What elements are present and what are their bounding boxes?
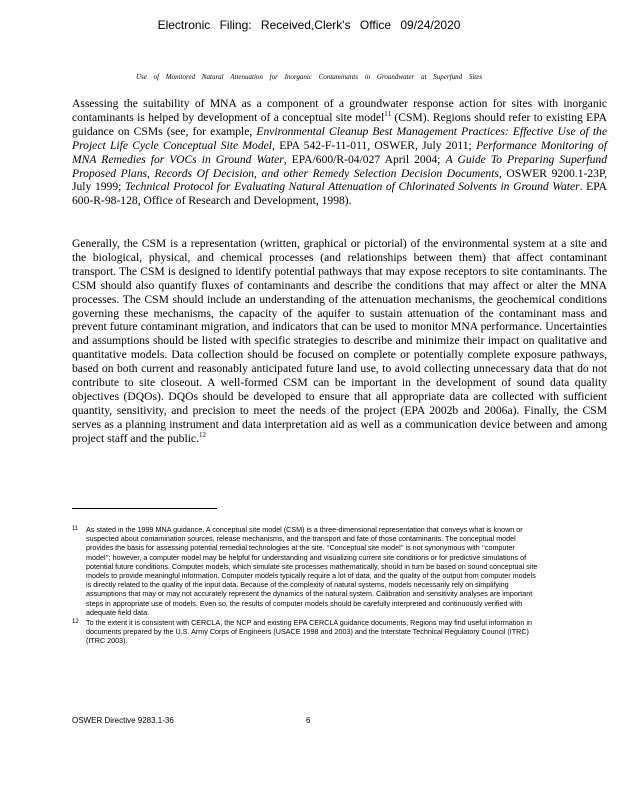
footnote-ref-12[interactable]: 12 <box>198 430 206 439</box>
text-run: Assessing the suitability of MNA as a component of a groundwater response action for sites with inorganic contaminants is helped by development of a conceptual site model <box>72 97 607 124</box>
citation-title: Technical Protocol for Evaluating Natural Attenuation of Chlorinated Solvents in Ground Water <box>124 180 580 194</box>
citation-title: A Guide To Preparing Superfund Proposed Plans, Records Of Decision, and other Remedy Selection Decision Documents <box>72 152 608 180</box>
text-run: , EPA 542-F-11-011, OSWER, July 2011; <box>272 138 477 152</box>
directive-number: OSWER Directive 9283.1-36 <box>72 716 174 725</box>
filing-stamp: Electronic Filing: Received,Clerk's Office 09/24/2020 <box>157 18 461 32</box>
footnote-11 <box>72 525 540 617</box>
citation-title: Performance Monitoring of MNA Remedies for VOCs in Ground Water <box>72 138 607 166</box>
citation-title: Environmental Cleanup Best Management Practices: Effective Use of the Project Life Cycle Conceptual Site Model <box>72 124 607 152</box>
text-run: , OSWER 9200.1-23P, July 1999; <box>72 166 607 194</box>
paragraph-csm-description <box>72 237 607 446</box>
text-run: (CSM). Regions should refer to existing EPA guidance on CSMs (see, for example, <box>72 110 607 138</box>
footnote-ref-11[interactable]: 11 <box>384 110 392 119</box>
footnote-number: 11 <box>72 526 79 532</box>
paragraph-csm-guidance <box>72 97 607 208</box>
page-number: 6 <box>306 716 311 725</box>
text-run: , EPA/600/R-04/027 April 2004; <box>283 152 446 166</box>
running-head: Use of Monitored Natural Attenuation for Inorganic Contaminants in Groundwater at Superfund Sites <box>135 73 483 81</box>
text-run: . EPA 600-R-98-128, Office of Research and Development, 1998). <box>72 180 607 208</box>
footnote-text: To the extent it is consistent with CERCLA, the NCP and existing EPA CERCLA guidance documents, Regions may find useful information in documents prepared by the U.S. Army Corps of Engineers (USACE 1998 and 2003) and the Interstate Technical Regulatory Council (ITRC) (ITRC 2003). <box>86 618 532 646</box>
footnote-separator <box>72 508 217 509</box>
footnotes <box>72 525 540 647</box>
footnote-number: 12 <box>72 619 79 626</box>
footnote-12 <box>72 618 540 646</box>
footnote-text: As stated in the 1999 MNA guidance, A conceptual site model (CSM) is a three-dimensional representation that conveys what is known or suspected about contamination sources, release mechanisms, and the transport and fate of those contaminants. The conceptual model provides the basis for assessing potential remedial technologies at the site. ‘‘Conceptual site model’’ is not synonymous with ‘‘computer model’’; however, a computer model may be helpful for understanding and visualizing current site conditions or for predictive simulations of potential future conditions. Computer models, which simulate site processes mathematically, should in turn be based on sound conceptual site models to provide meaningful information. Computer models typically require a lot of data, and the quality of the output from computer models is directly related to the quality of the input data. Because of the complexity of natural systems, models necessarily rely on simplifying assumptions that may or may not accurately represent the dynamics of the natural system. Calibration and sensitivity analyses are important steps in appropriate use of models. Even so, the results of computer models should be carefully interpreted and continuously verified with adequate field data. <box>86 525 538 617</box>
text-run: Generally, the CSM is a representation (written, graphical or pictorial) of the environmental system at a site and the biological, physical, and chemical processes (and relationships between them) that affect contaminant transport. The CSM is designed to identify potential pathways that may expose receptors to site contaminants. The CSM should also quantify fluxes of contaminants and describe the conditions that may affect or alter the MNA processes. The CSM should include an understanding of the attenuation mechanisms, the geochemical conditions governing these mechanisms, the capacity of the aquifer to sustain attenuation of the contaminant mass and prevent future contaminant migration, and indicators that can be used to monitor MNA performance. Uncertainties and assumptions should be listed with specific strategies to describe and minimize their impact on qualitative and quantitative models. Data collection should be focused on complete or potentially complete exposure pathways, based on both current and reasonably anticipated future land use, to avoid collecting unnecessary data that do not contribute to site closeout. A well-formed CSM can be important in the development of sound data quality objectives (DQOs). DQOs should be developed to ensure that all appropriate data are collected with sufficient quantity, sensitivity, and precision to meet the needs of the project (EPA 2002b and 2006a). Finally, the CSM serves as a planning instrument and data interpretation aid as well as a communication device between and among project staff and the public. <box>72 237 607 445</box>
